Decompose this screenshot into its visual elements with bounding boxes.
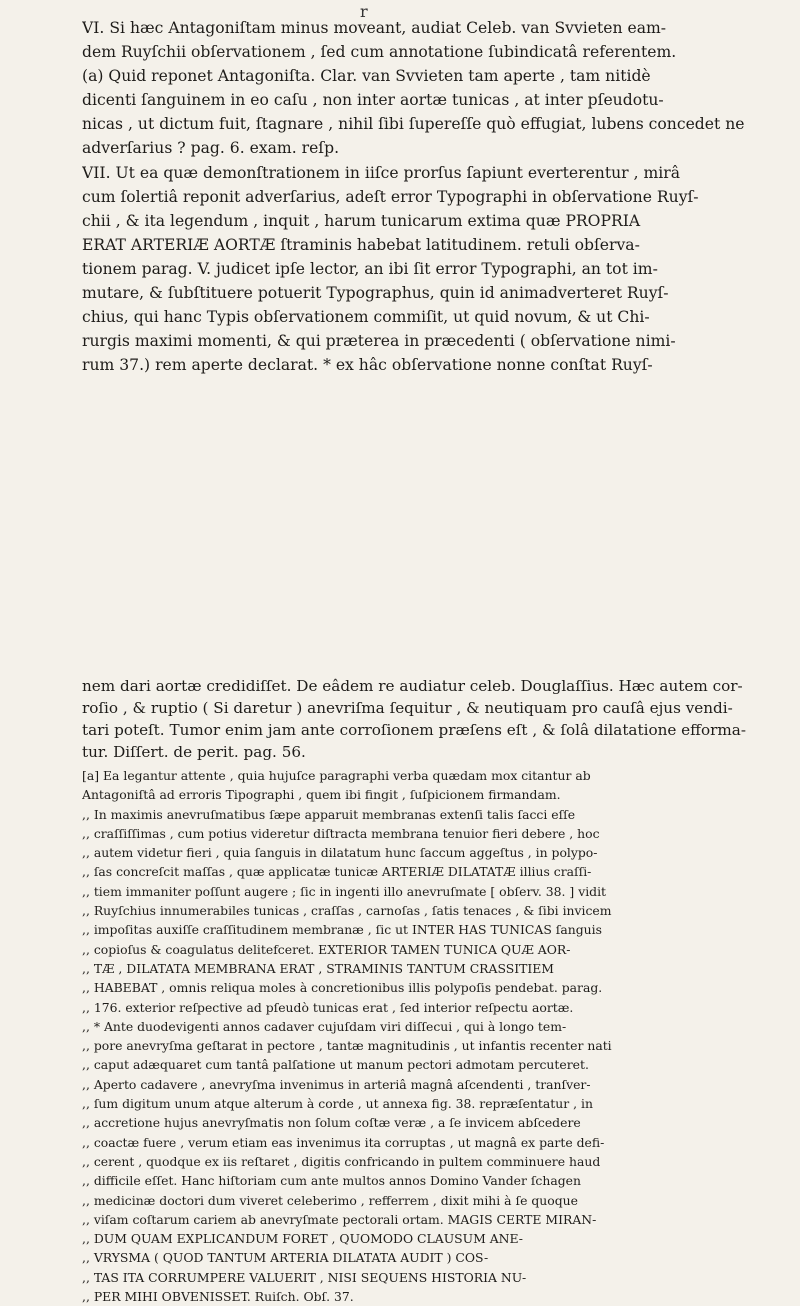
footnote-line: ,, coactæ fuere , verum etiam eas invenimus ita corruptas , ut magnâ ex parte defi- xyxy=(82,1134,605,1150)
text-line: rum 37.) rem aperte declarat. * ex hâc obſervatione nonne conſtat Ruyſ- xyxy=(82,356,653,375)
footnote-line: ,, copioſus & coagulatus delitefceret. EXTERIOR TAMEN TUNICA QUÆ AOR- xyxy=(82,941,571,957)
footnote-line: ,, PER MIHI OBVENISSET. Ruiſch. Obſ. 37. xyxy=(82,1289,354,1305)
footnote-line: [a] Ea legantur attente , quia hujuſce paragraphi verba quædam mox citantur ab xyxy=(82,768,591,783)
text-line: VI. Si hæc Antagoniſtam minus moveant, audiat Celeb. van Svvieten eam- xyxy=(82,19,667,37)
footnote-line: ,, * Ante duodevigenti annos cadaver cujuſdam viri diſſecui , qui à longo tem- xyxy=(82,1018,567,1034)
footnote-line: ,, difficile eſſet. Hanc hiſtoriam cum ante multos annos Domino Vander ſchagen xyxy=(82,1173,581,1189)
text-line: chii , & ita legendum , inquit , harum tunicarum extima quæ PROPRIA xyxy=(82,211,641,230)
text-line: VII. Ut ea quæ demonſtrationem in iiſce prorſus ſapiunt everterentur , mirâ xyxy=(82,163,681,182)
text-line: tionem parag. V. judicet ipſe lector, an ibi ſit error Typographi, an tot im- xyxy=(82,259,658,278)
main-paragraphs xyxy=(82,16,770,377)
footnote-line: ,, craſſiſſimas , cum potius videretur diſtracta membrana tenuior fieri debere , hoc xyxy=(82,825,600,841)
footnote-line: ,, In maximis anevruſmatibus ſæpe apparuit membranas extenſi talis ſacci eſſe xyxy=(82,806,576,822)
footnote-line: ,, viſam coſtarum cariem ab anevryſmate pectorali ortam. MAGIS CERTE MIRAN- xyxy=(82,1211,597,1227)
text-line: (a) Quid reponet Antagoniſta. Clar. van Svvieten tam aperte , tam nitidè xyxy=(82,67,651,86)
text-line: dem Ruyſchii obſervationem , ſed cum annotatione ſubindicatâ referentem. xyxy=(82,43,677,62)
text-line: tari poteſt. Tumor enim jam ante corroſionem præſens eſt , & ſolâ dilatatione efforma- xyxy=(82,721,746,739)
footnote-line: ,, VRYSMA ( QUOD TANTUM ARTERIA DILATATA AUDIT ) COS- xyxy=(82,1250,489,1266)
text-line: adverſarius ? pag. 6. exam. reſp. xyxy=(82,139,340,158)
footnote-line: ,, Aperto cadavere , anevryſma invenimus in arteriâ magnâ aſcendenti , tranſver- xyxy=(82,1076,591,1092)
text-line: nicas , ut dictum fuit, ſtagnare , nihil ſibi ſupereſſe quò effugiat, lubens concedet ne xyxy=(82,115,745,134)
footnote-line: Antagoniſtâ ad erroris Tipographi , quem ibi fingit , ſuſpicionem firmandam. xyxy=(82,787,561,803)
footnote-line: ,, tiem immaniter poſſunt augere ; ſic in ingenti illo anevruſmate [ obſerv. 38. ] vidit xyxy=(82,883,607,899)
footnote-line: ,, pore anevryſma geſtarat in pectore , tantæ magnitudinis , ut infantis recenter nati xyxy=(82,1038,612,1054)
footnote-line: ,, DUM QUAM EXPLICANDUM FORET , QUOMODO CLAUSUM ANE- xyxy=(82,1231,523,1247)
footnote-line: ,, medicinæ doctori dum viveret celeberimo , refferrem , dixit mihi à ſe quoque xyxy=(82,1192,578,1208)
text-line: nem dari aortæ credidiſſet. De eâdem re audiatur celeb. Douglaſſius. Hæc autem cor- xyxy=(82,677,743,695)
footnote-line: ,, ſas concreſcit maſſas , quæ applicatæ tunicæ ARTERIÆ DILATATÆ illius craſſi- xyxy=(82,864,592,880)
text-line: roſio , & ruptio ( Si daretur ) anevriſma ſequitur , & neutiquam pro cauſâ ejus vendi- xyxy=(82,699,733,717)
text-line: ERAT ARTERIÆ AORTÆ ſtraminis habebat latitudinem. retuli obſerva- xyxy=(82,235,640,254)
footnote-line: ,, cerent , quodque ex iis reſtaret , digitis confricando in pultem comminuere haud xyxy=(82,1153,601,1169)
text-line: dicenti ſanguinem in eo caſu , non inter aortæ tunicas , at inter pſeudotu- xyxy=(82,91,664,110)
text-line: cum ſolertiâ reponit adverſarius, adeſt error Typographi in obſervatione Ruyſ- xyxy=(82,187,699,206)
footnote-line: ,, 176. exterior reſpective ad pſeudò tunicas erat , ſed interior reſpectu aortæ. xyxy=(82,999,574,1015)
footnote-line: ,, Ruyſchius innumerabiles tunicas , craſſas , carnoſas , ſatis tenaces , & ſibi invicem xyxy=(82,903,612,919)
footnote-line: ,, TAS ITA CORRUMPERE VALUERIT , NISI SEQUENS HISTORIA NU- xyxy=(82,1269,527,1285)
footnote-line: ,, caput adæquaret cum tantâ palſatione ut manum pectori admotam percuteret. xyxy=(82,1057,589,1073)
footnote-line: ,, ſum digitum unum atque alterum à corde , ut annexa fig. 38. repræſentatur , in xyxy=(82,1096,593,1112)
footnotes xyxy=(82,766,770,1306)
text-line: mutare, & ſubſtituere potuerit Typographus, quin id animadverteret Ruyſ- xyxy=(82,284,669,303)
footnote-line: ,, autem videtur fieri , quia ſanguis in dilatatum hunc ſaccum aggeſtus , in polypo- xyxy=(82,845,598,861)
footnote-line: ,, TÆ , DILATATA MEMBRANA ERAT , STRAMINIS TANTUM CRASSITIEM xyxy=(82,960,554,976)
footnote-line: ,, accretione hujus anevryſmatis non ſolum coſtæ veræ , a ſe invicem abſcedere xyxy=(82,1115,581,1131)
page-mark: r xyxy=(360,2,368,21)
footnote-line: ,, impoſitas auxiſſe craſſitudinem membranæ , ſic ut INTER HAS TUNICAS ſanguis xyxy=(82,922,602,938)
continuation-paragraph xyxy=(82,675,770,763)
text-line: rurgis maximi momenti, & qui præterea in præcedenti ( obſervatione nimi- xyxy=(82,332,676,351)
footnote-line: ,, HABEBAT , omnis reliqua moles à concretionibus illis polypoſis pendebat. parag. xyxy=(82,980,603,996)
text-line: tur. Diſſert. de perit. pag. 56. xyxy=(82,743,306,761)
text-line: chius, qui hanc Typis obſervationem commiſit, ut quid novum, & ut Chi- xyxy=(82,308,650,327)
